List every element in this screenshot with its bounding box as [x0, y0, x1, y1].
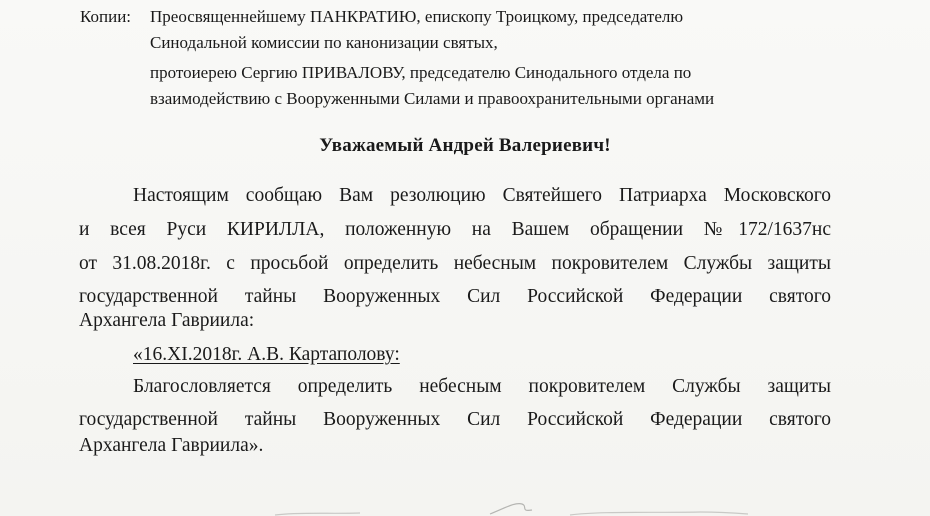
- signature-scribble: [270, 498, 750, 516]
- resolution-line-1: Благословляется определить небесным покровителем Службы защиты: [133, 376, 831, 397]
- copies-label: Копии:: [80, 7, 132, 26]
- body-line-5: Архангела Гавриила:: [79, 310, 255, 331]
- resolution-line-3: Архангела Гавриила».: [79, 435, 264, 456]
- copies-line-1: Преосвященнейшему ПАНКРАТИЮ, епископу Троицкому, председателю: [150, 7, 684, 26]
- resolution-line-2: государственной тайны Вооруженных Сил Российской Федерации святого: [79, 409, 831, 430]
- resolution-date-line: «16.XI.2018г. А.В. Картаполову:: [133, 344, 400, 365]
- body-line-1: Настоящим сообщаю Вам резолюцию Святейшего Патриарха Московского: [133, 185, 831, 206]
- body-line-3: от 31.08.2018г. с просьбой определить небесным покровителем Службы защиты: [79, 253, 831, 274]
- copies-line-4: взаимодействию с Вооруженными Силами и правоохранительными органами: [150, 89, 715, 108]
- copies-line-3: протоиерею Сергию ПРИВАЛОВУ, председателю Синодального отдела по: [150, 63, 692, 82]
- body-line-4: государственной тайны Вооруженных Сил Российской Федерации святого: [79, 286, 831, 307]
- greeting: Уважаемый Андрей Валериевич!: [319, 135, 611, 156]
- body-line-2: и всея Руси КИРИЛЛА, положенную на Вашем обращении №172/1637нс: [79, 219, 831, 240]
- copies-line-2: Синодальной комиссии по канонизации святых,: [150, 33, 498, 52]
